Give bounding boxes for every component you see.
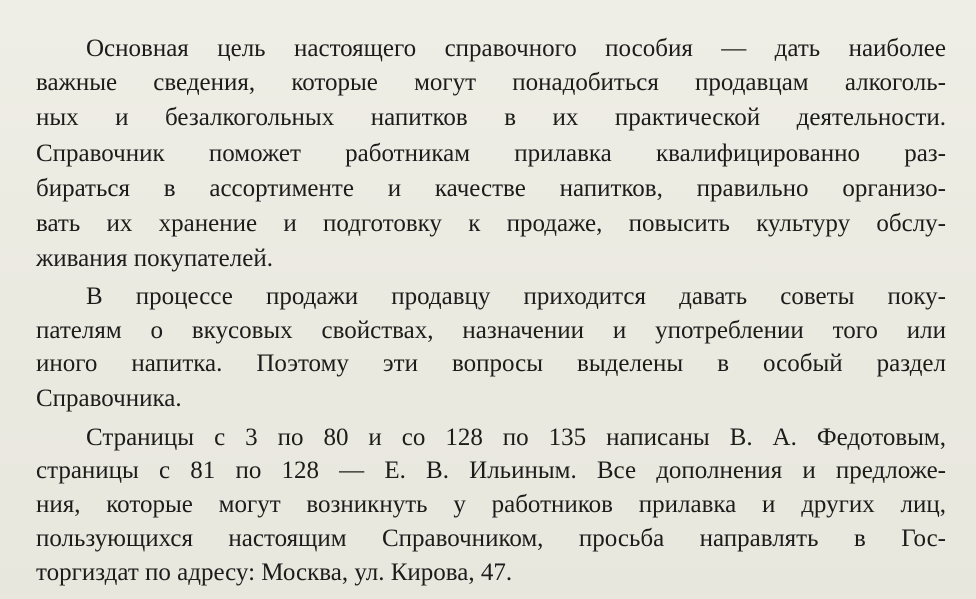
paragraph-1-line-2: важные сведения, которые могут понадобиться продавцам алкоголь- bbox=[36, 69, 946, 96]
paragraph-1-line-1: Основная цель настоящего справочного пособия — дать наиболее bbox=[86, 35, 946, 62]
paragraph-2-line-4: Справочника. bbox=[36, 385, 182, 412]
paragraph-3-line-3: ния, которые могут возникнуть у работников прилавка и других лиц, bbox=[36, 491, 946, 518]
paragraph-1-line-3: ных и безалкогольных напитков в их практической деятельности. bbox=[36, 104, 946, 131]
paragraph-1-line-5: бираться в ассортименте и качестве напитков, правильно организо- bbox=[36, 175, 946, 202]
paragraph-2-line-3: иного напитка. Поэтому эти вопросы выделены в особый раздел bbox=[36, 350, 946, 377]
paragraph-3-line-2: страницы с 81 по 128 — Е. В. Ильиным. Все дополнения и предложе- bbox=[36, 457, 946, 484]
paragraph-1-line-7: живания покупателей. bbox=[36, 245, 273, 272]
paragraph-2-line-2: пателям о вкусовых свойствах, назначении и употреблении того или bbox=[36, 317, 946, 344]
paragraph-1-line-6: вать их хранение и подготовку к продаже, повысить культуру обслу- bbox=[36, 210, 946, 237]
paragraph-3-line-1: Страницы с 3 по 80 и со 128 по 135 написаны В. А. Федотовым, bbox=[86, 424, 946, 451]
paragraph-2-line-1: В процессе продажи продавцу приходится давать советы поку- bbox=[86, 283, 946, 310]
paragraph-3-line-5: торгиздат по адресу: Москва, ул. Кирова, 47. bbox=[36, 559, 513, 586]
paragraph-3-line-4: пользующихся настоящим Справочником, просьба направлять в Гос- bbox=[36, 525, 946, 552]
paragraph-1-line-4: Справочник поможет работникам прилавка квалифицированно раз- bbox=[36, 140, 946, 167]
